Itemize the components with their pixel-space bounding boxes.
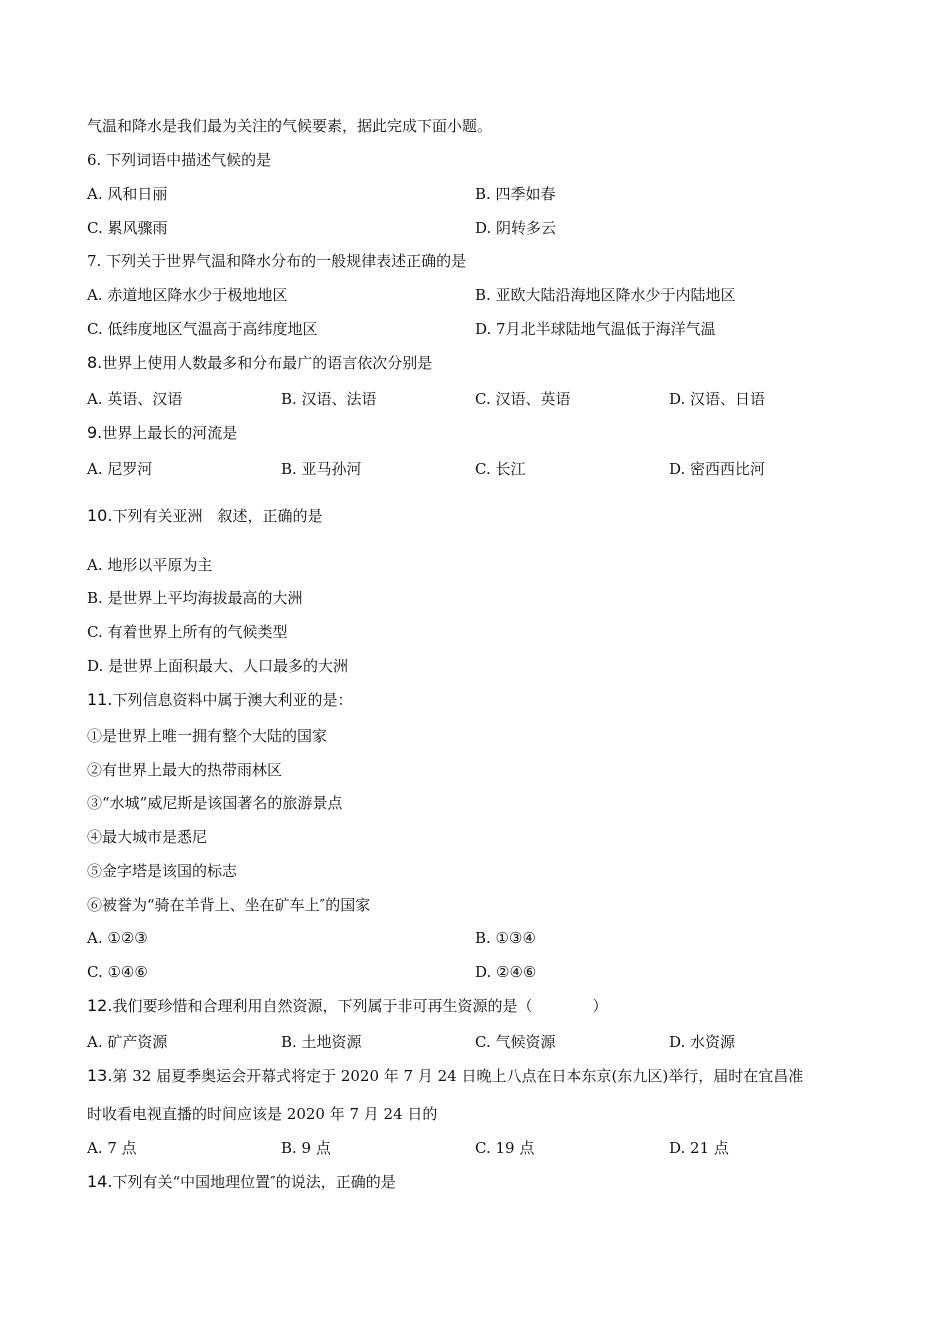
question-13-text: 第 32 届夏季奥运会开幕式将定于 2020 年 7 月 24 日晚上八点在日本东京(东九区)举行，届时在宜昌准 — [112, 1067, 804, 1085]
question-10-option-d: D. 是世界上面积最大、人口最多的大洲 — [87, 657, 349, 675]
question-9-option-a: A. 尼罗河 — [87, 460, 153, 478]
question-12-option-c: C. 气候资源 — [475, 1033, 556, 1051]
question-7-option-b: B. 亚欧大陆沿海地区降水少于内陆地区 — [475, 286, 736, 304]
question-9-option-d: D. 密西西比河 — [669, 460, 766, 478]
intro-text: 气温和降水是我们最为关注的气候要素，据此完成下面小题。 — [87, 117, 493, 135]
question-10-option-a: A. 地形以平原为主 — [87, 556, 213, 574]
question-11-text: 下列信息资料中属于澳大利亚的是： — [112, 691, 353, 709]
question-9-stem — [87, 423, 237, 443]
question-11-item-6: ⑥被誉为“骑在羊背上、坐在矿车上″的国家 — [87, 896, 371, 914]
question-11-stem — [87, 690, 352, 710]
question-10-option-b: B. 是世界上平均海拔最高的大洲 — [87, 589, 303, 607]
question-7-option-d: D. 7月北半球陆地气温低于海洋气温 — [475, 320, 716, 338]
question-8-option-b: B. 汉语、法语 — [281, 390, 377, 408]
question-11-item-5: ⑤金字塔是该国的标志 — [87, 862, 238, 880]
question-14-number: 14. — [87, 1172, 113, 1191]
question-7-stem: 7. 下列关于世界气温和降水分布的一般规律表述正确的是 — [87, 252, 467, 270]
question-13-option-b: B. 9 点 — [281, 1139, 331, 1157]
question-7-option-a: A. 赤道地区降水少于极地地区 — [87, 286, 288, 304]
question-8-text: 世界上使用人数最多和分布最广的语言依次分别是 — [102, 354, 433, 372]
question-8-option-c: C. 汉语、英语 — [475, 390, 571, 408]
question-11-number: 11. — [87, 690, 113, 709]
question-11-option-d: D. ②④⑥ — [475, 963, 537, 981]
question-12-option-a: A. 矿产资源 — [87, 1033, 168, 1051]
question-7-option-c: C. 低纬度地区气温高于高纬度地区 — [87, 320, 318, 338]
question-12-text: 我们要珍惜和合理利用自然资源，下列属于非可再生资源的是（ ） — [112, 997, 608, 1015]
question-8-option-d: D. 汉语、日语 — [669, 390, 766, 408]
question-8-stem — [87, 353, 432, 373]
question-10-stem — [87, 506, 322, 526]
question-8-option-a: A. 英语、汉语 — [87, 390, 183, 408]
question-13-stem — [87, 1066, 803, 1086]
question-11-item-1: ①是世界上唯一拥有整个大陆的国家 — [87, 727, 328, 745]
question-11-item-4: ④最大城市是悉尼 — [87, 828, 208, 846]
question-13-option-d: D. 21 点 — [669, 1139, 729, 1157]
question-11-option-a: A. ①②③ — [87, 929, 148, 947]
question-10-text: 下列有关亚洲 叙述，正确的是 — [112, 507, 323, 525]
question-13-stem-continued: 时收看电视直播的时间应该是 2020 年 7 月 24 日的 — [87, 1105, 438, 1123]
question-9-option-c: C. 长江 — [475, 460, 526, 478]
question-9-number: 9. — [87, 423, 103, 442]
question-13-number: 13. — [87, 1066, 113, 1085]
question-10-option-c: C. 有着世界上所有的气候类型 — [87, 623, 288, 641]
question-14-stem — [87, 1172, 396, 1192]
question-6-option-d: D. 阴转多云 — [475, 219, 557, 237]
question-11-option-b: B. ①③④ — [475, 929, 536, 947]
question-12-option-d: D. 水资源 — [669, 1033, 736, 1051]
question-11-item-3: ③“水城”威尼斯是该国著名的旅游景点 — [87, 794, 343, 812]
question-9-option-b: B. 亚马孙河 — [281, 460, 362, 478]
question-13-option-a: A. 7 点 — [87, 1139, 137, 1157]
question-11-item-2: ②有世界上最大的热带雨林区 — [87, 761, 283, 779]
question-11-option-c: C. ①④⑥ — [87, 963, 148, 981]
question-8-number: 8. — [87, 353, 103, 372]
question-10-number: 10. — [87, 506, 113, 525]
question-12-number: 12. — [87, 996, 113, 1015]
question-6-stem: 6. 下列词语中描述气候的是 — [87, 151, 272, 169]
question-6-option-b: B. 四季如春 — [475, 185, 556, 203]
question-12-option-b: B. 土地资源 — [281, 1033, 362, 1051]
question-12-stem — [87, 996, 607, 1016]
question-14-text: 下列有关“中国地理位置″的说法，正确的是 — [112, 1173, 396, 1191]
question-9-text: 世界上最长的河流是 — [102, 424, 238, 442]
question-6-option-c: C. 累风骤雨 — [87, 219, 168, 237]
question-6-option-a: A. 风和日丽 — [87, 185, 168, 203]
question-13-option-c: C. 19 点 — [475, 1139, 535, 1157]
